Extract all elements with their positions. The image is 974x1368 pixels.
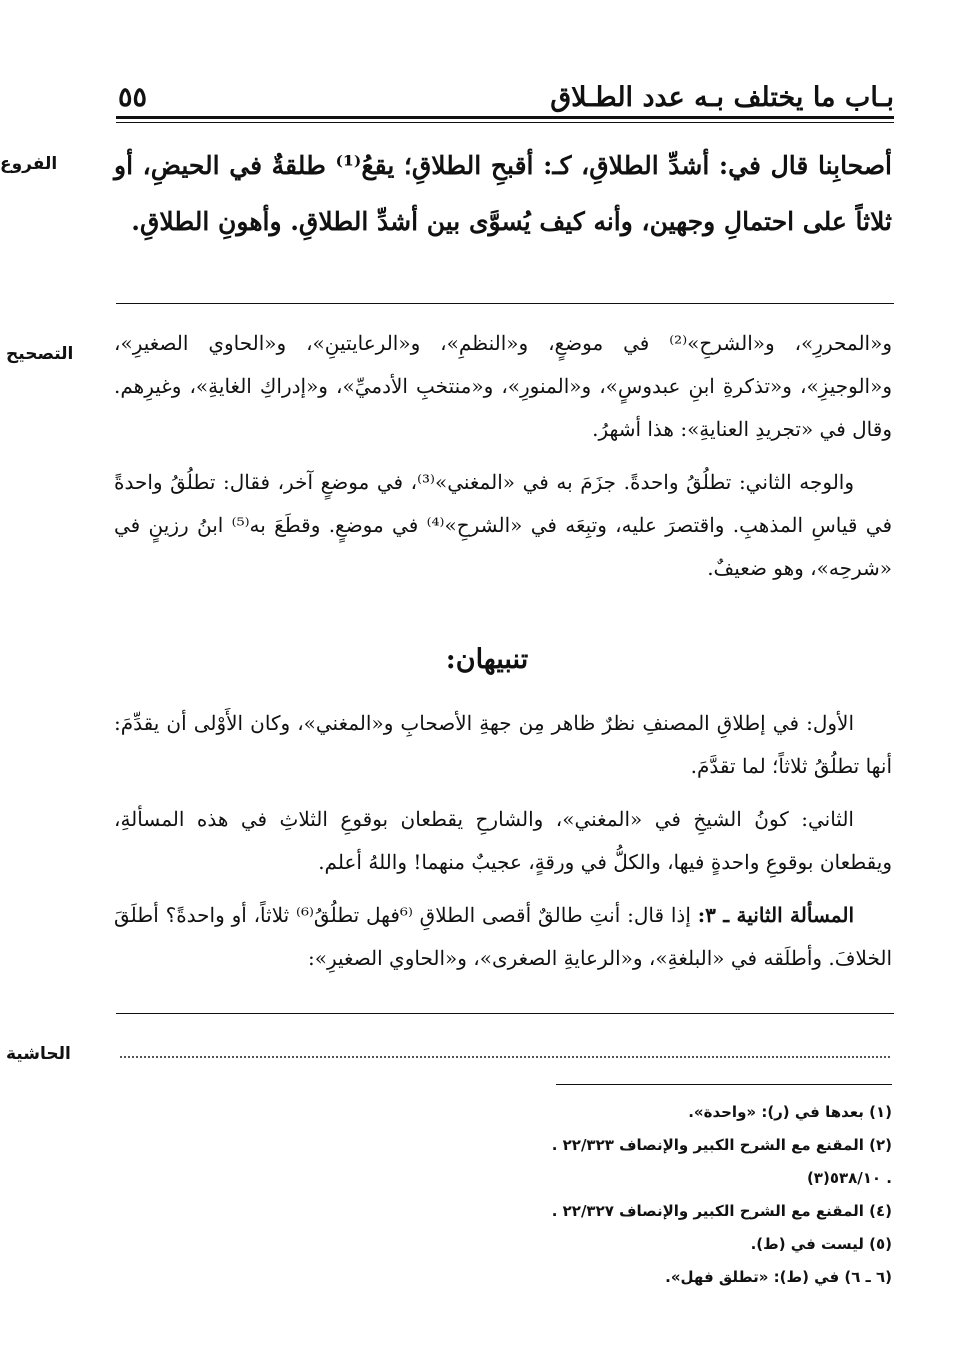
section-heading: تنبيهان: — [445, 644, 529, 675]
section-divider-2 — [116, 1013, 894, 1014]
masala-paragraph — [114, 894, 892, 980]
tanbih-second: الثاني: كونُ الشيخِ في «المغني»، والشارحِ يقطعان بوقوعِ الثلاثِ في هذه المسألةِ، ويقطعان بوقوعِ واحدةٍ فيها، والكلُّ في ورقةٍ، عجيبٌ منهما! واللهُ أعلم. — [114, 807, 892, 874]
tashih-paragraph-1: و«المحررِ»، و«الشرحِ»⁽²⁾ في موضعٍ، و«النظمِ»، و«الرعايتينِ»، و«الحاوي الصغيرِ»، و«الوجيزِ»، و«تذكرةِ ابنِ عبدوسٍ»، و«المنورِ»، و«منتخبِ الأدميِّ»، و«إدراكِ الغايةِ»، وغيرِهم. وقال في «تجريدِ العنايةِ»: هذا أشهرُ. — [114, 331, 892, 441]
footnote-rule — [556, 1084, 892, 1085]
header-rule — [116, 116, 894, 119]
header-rule-thin — [116, 122, 894, 123]
footnote-6: (٦ ـ ٦) في (ط): «تطلق فهل». — [665, 1268, 892, 1286]
footnote-4: (٤) المقنع مع الشرح الكبير والإنصاف ٢٢/٣٢٧ . — [551, 1202, 892, 1220]
tanbih-first: الأول: في إطلاقِ المصنفِ نظرٌ ظاهر مِن جهةِ الأصحابِ و«المغني»، وكان الأَوْلى أن يقدِّمَ: أنها تطلُقُ ثلاثاً؛ لما تقدَّمَ. — [114, 711, 892, 778]
footnote-5: (٥) ليست في (ط). — [750, 1235, 892, 1253]
section-divider — [116, 303, 894, 304]
footnote-2: (٢) المقنع مع الشرح الكبير والإنصاف ٢٢/٣٢٣ . — [551, 1136, 892, 1154]
footnote-3: . ٥٣٨/١٠(٣) — [806, 1169, 892, 1187]
side-label-furu: الفروع — [0, 154, 58, 174]
hashiya-dotted-line — [120, 1056, 890, 1058]
tashih-block — [114, 322, 892, 600]
furu-text: أصحابِنا قال في: أشدِّ الطلاقِ، كـ: أقبحِ الطلاقِ؛ يقعُ⁽¹⁾ طلقةٌ في الحيضِ، أو ثلاثاً على احتمالِ وجهين، وأنه كيف يُسوَّى بين أشدِّ الطلاقِ. وأهونِ الطلاقِ. — [114, 151, 892, 236]
side-label-tashih: التصحيح — [6, 344, 74, 364]
footnote-1: (١) بعدها في (ر): «واحدة». — [688, 1103, 892, 1121]
footnotes — [114, 1098, 892, 1296]
side-label-hashiya: الحاشية — [6, 1044, 71, 1064]
tashih-paragraph-2: والوجه الثاني: تطلُقُ واحدةً. جزَمَ به في «المغني»⁽³⁾، في موضعٍ آخر، فقال: تطلُقُ واحدةً في قياسِ المذهبِ. واقتصرَ عليه، وتبِعَه في «الشرحِ»⁽⁴⁾ في موضعٍ. وقطَعَ به⁽⁵⁾ ابنُ رزينٍ في «شرحِه»، وهو ضعيفٌ. — [114, 470, 893, 580]
tanbihan-block — [114, 702, 892, 990]
page-number: ٥٥ — [118, 82, 148, 113]
running-header-title: بـاب ما يختلف بـه عدد الطـلاق — [550, 82, 894, 113]
masala-title: المسألة الثانية ـ ٣: — [697, 903, 855, 927]
masala-text: إذا قال: أنتِ طالقٌ أقصى الطلاقِ ⁽⁶فهل تطلُقُ⁽⁶⁾ ثلاثاً، أو واحدةً؟ أطلَقَ الخلافَ. وأطلَقه في «البلغةِ»، و«الرعايةِ الصغرى»، و«الحاوي الصغيرِ»: — [114, 903, 892, 970]
